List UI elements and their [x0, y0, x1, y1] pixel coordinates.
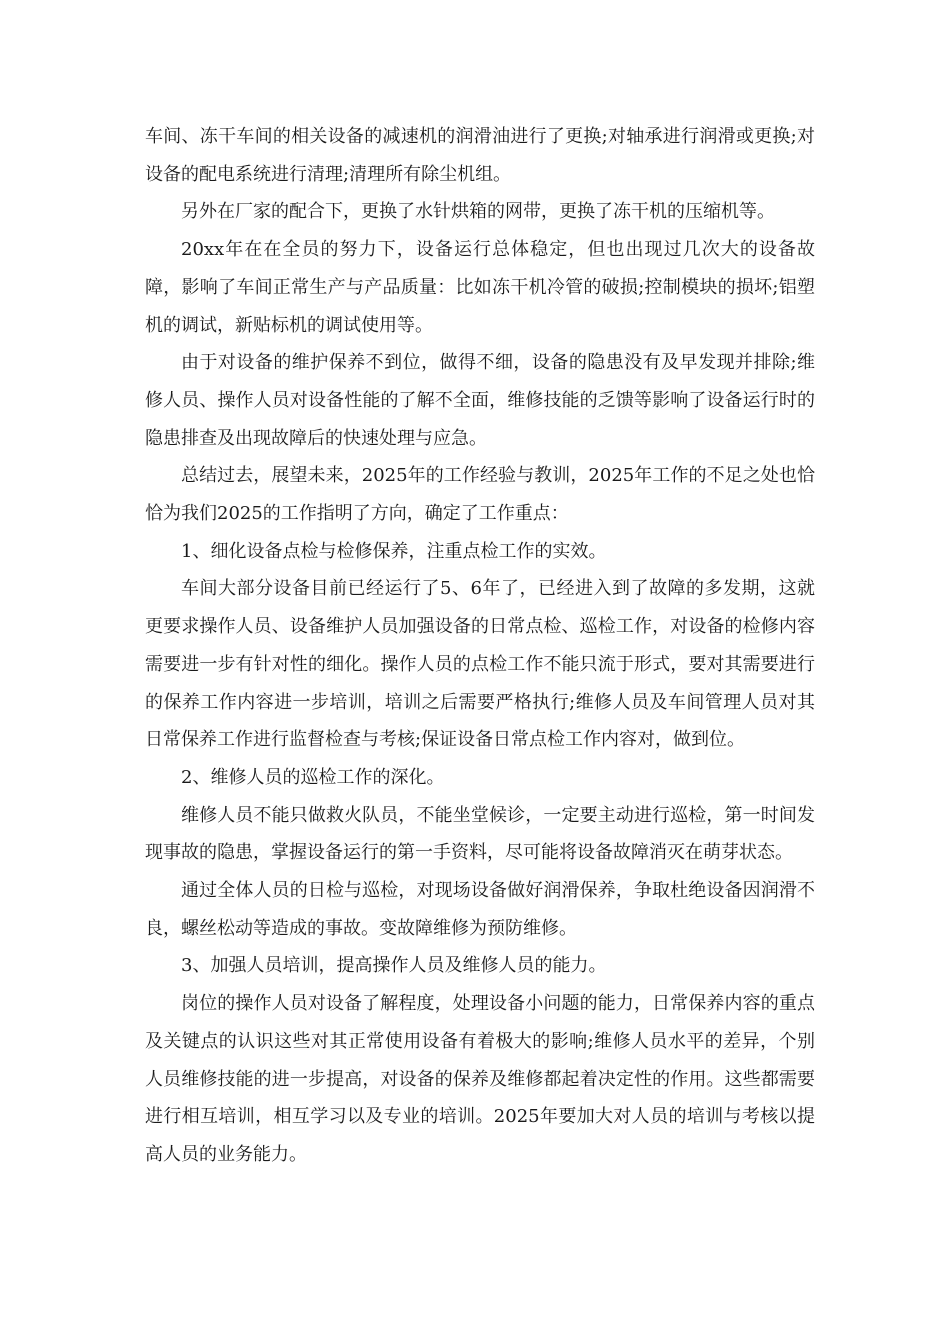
- paragraph-6: 车间大部分设备目前已经运行了5、6年了，已经进入到了故障的多发期，这就更要求操作人员、设备维护人员加强设备的日常点检、巡检工作，对设备的检修内容需要进一步有针对性的细化。操作人员的点检工作不能只流于形式，要对其需要进行的保养工作内容进一步培训，培训之后需要严格执行;维修人员及车间管理人员对其日常保养工作进行监督检查与考核;保证设备日常点检工作内容对，做到位。: [145, 578, 815, 751]
- paragraph-4: 由于对设备的维护保养不到位，做得不细，设备的隐患没有及早发现并排除;维修人员、操作人员对设备性能的了解不全面，维修技能的乏馈等影响了设备运行时的隐患排查及出现故障后的快速处理与应急。: [145, 352, 815, 449]
- list-heading-3: 3、加强人员培训，提高操作人员及维修人员的能力。: [181, 955, 607, 977]
- paragraph-9: 岗位的操作人员对设备了解程度，处理设备小问题的能力，日常保养内容的重点及关键点的认识这些对其正常使用设备有着极大的影响;维修人员水平的差异，个别人员维修技能的进一步提高，对设备的保养及维修都起着决定性的作用。这些都需要进行相互培训，相互学习以及专业的培训。2025年要加大对人员的培训与考核以提高人员的业务能力。: [145, 993, 815, 1165]
- document-body: [145, 118, 815, 1174]
- paragraph-5: 总结过去，展望未来，2025年的工作经验与教训，2025年工作的不足之处也恰恰为我们2025的工作指明了方向，确定了工作重点：: [145, 465, 815, 525]
- paragraph-1: 车间、冻干车间的相关设备的减速机的润滑油进行了更换;对轴承进行润滑或更换;对设备的配电系统进行清理;清理所有除尘机组。: [145, 126, 816, 185]
- list-heading-2: 2、维修人员的巡检工作的深化。: [181, 766, 445, 788]
- paragraph-7: 维修人员不能只做救火队员，不能坐堂候诊，一定要主动进行巡检，第一时间发现事故的隐患，掌握设备运行的第一手资料，尽可能将设备故障消灭在萌芽状态。: [145, 804, 815, 864]
- paragraph-3: 20xx年在在全员的努力下，设备运行总体稳定，但也出现过几次大的设备故障，影响了车间正常生产与产品质量：比如冻干机冷管的破损;控制模块的损坏;铝塑机的调试，新贴标机的调试使用等。: [145, 239, 815, 336]
- paragraph-8: 通过全体人员的日检与巡检，对现场设备做好润滑保养，争取杜绝设备因润滑不良，螺丝松动等造成的事故。变故障维修为预防维修。: [145, 880, 815, 939]
- paragraph-2: 另外在厂家的配合下，更换了水针烘箱的网带，更换了冻干机的压缩机等。: [181, 201, 775, 223]
- list-heading-1: 1、细化设备点检与检修保养，注重点检工作的实效。: [181, 540, 607, 562]
